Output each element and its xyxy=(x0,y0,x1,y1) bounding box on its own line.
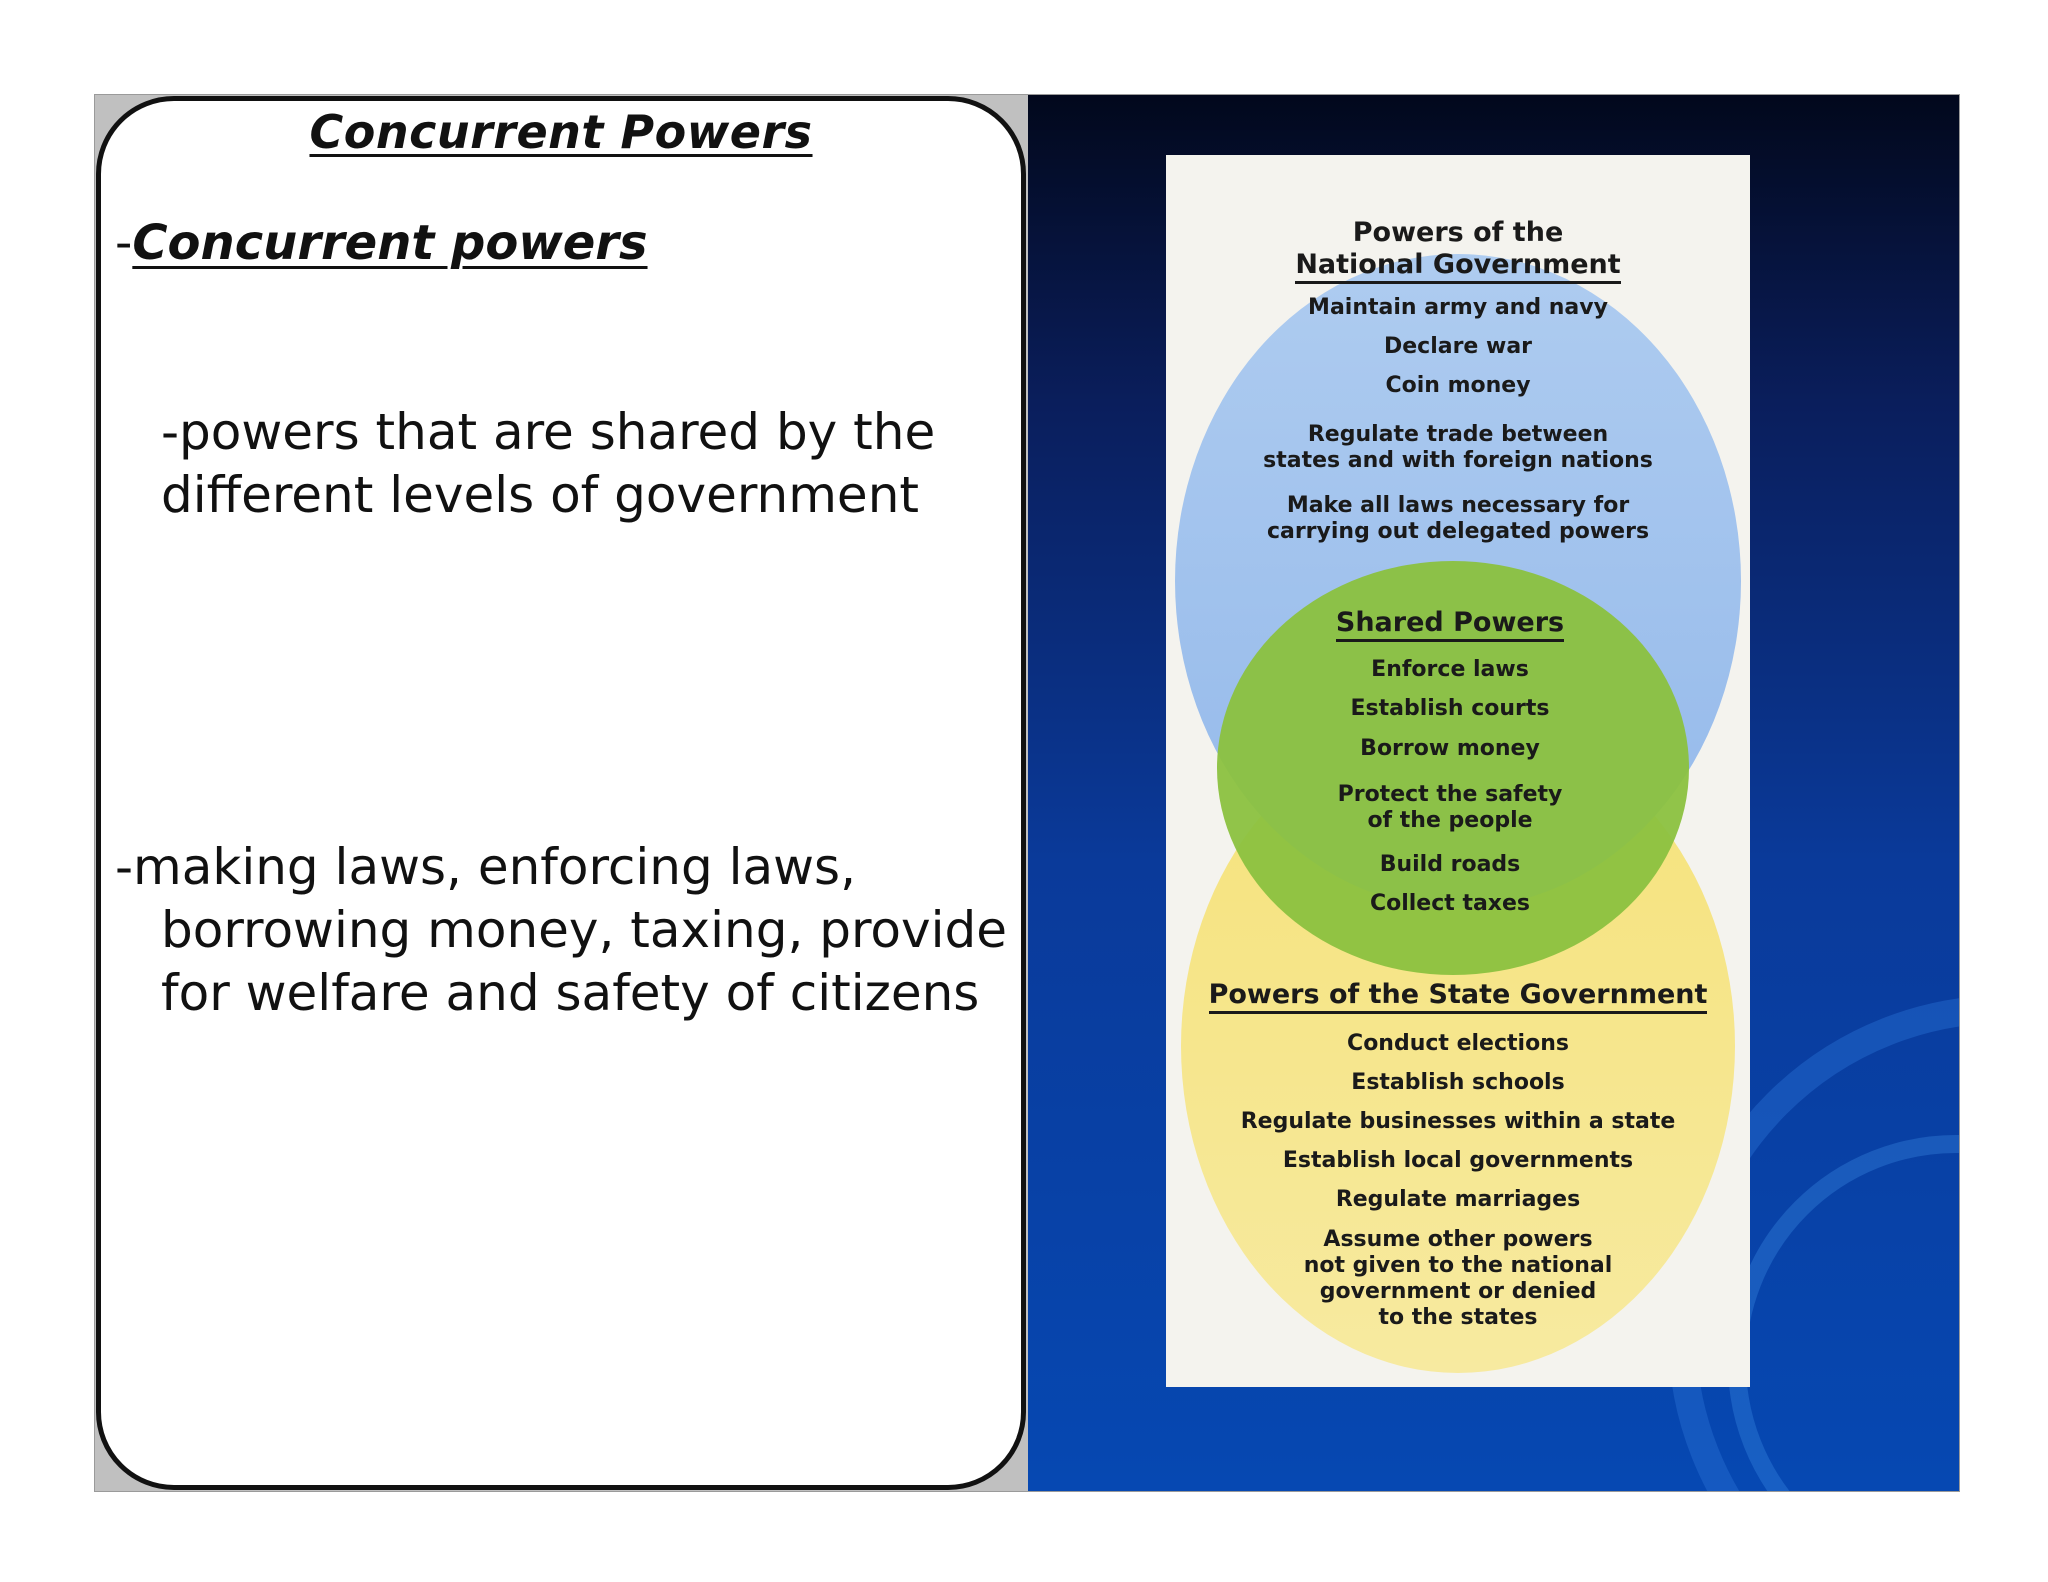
venn-diagram xyxy=(1166,155,1750,1387)
term-word: Concurrent powers xyxy=(132,215,648,271)
state-item: Establish local governments xyxy=(1282,1148,1634,1173)
examples-line: borrowing money, taxing, provide xyxy=(161,901,1007,959)
examples-line: -making laws, enforcing laws, xyxy=(115,838,856,896)
national-item: Regulate trade between xyxy=(1307,422,1609,447)
state-item: Regulate marriages xyxy=(1335,1187,1581,1212)
term-heading xyxy=(115,215,648,271)
shared-item: Enforce laws xyxy=(1371,657,1529,682)
national-item: carrying out delegated powers xyxy=(1266,519,1650,544)
examples-text xyxy=(115,836,1015,1025)
state-item: not given to the national xyxy=(1303,1253,1613,1278)
shared-heading xyxy=(1166,607,1742,639)
national-heading-line: Powers of the xyxy=(1352,217,1564,248)
national-item: Make all laws necessary for xyxy=(1286,493,1630,518)
state-heading-text: Powers of the State Government xyxy=(1209,979,1708,1014)
state-heading xyxy=(1166,979,1750,1011)
text-card xyxy=(96,96,1026,1490)
state-item: to the states xyxy=(1378,1305,1538,1330)
state-item: Regulate businesses within a state xyxy=(1240,1109,1676,1134)
slide-title: Concurrent Powers xyxy=(309,105,813,159)
state-item: Conduct elections xyxy=(1347,1031,1569,1056)
national-item: states and with foreign nations xyxy=(1263,448,1653,473)
definition-line: -powers that are shared by the xyxy=(161,403,936,461)
shared-item: Establish courts xyxy=(1350,696,1550,721)
state-item: Assume other powers xyxy=(1323,1227,1593,1252)
national-heading xyxy=(1166,249,1750,281)
shared-item: Build roads xyxy=(1379,852,1521,877)
shared-item: Borrow money xyxy=(1360,736,1540,761)
shared-item: Collect taxes xyxy=(1369,891,1531,916)
shared-heading-text: Shared Powers xyxy=(1336,607,1564,642)
national-item: Declare war xyxy=(1383,334,1533,359)
shared-item: Protect the safety xyxy=(1337,782,1563,807)
definition-line: different levels of government xyxy=(161,466,919,524)
national-item: Maintain army and navy xyxy=(1308,295,1608,320)
term-dash: - xyxy=(115,215,133,271)
shared-item: of the people xyxy=(1367,808,1533,833)
national-item: Coin money xyxy=(1385,373,1531,398)
examples-line: for welfare and safety of citizens xyxy=(161,964,980,1022)
definition-text xyxy=(161,401,981,527)
national-heading-line: National Government xyxy=(1295,249,1620,284)
state-item: Establish schools xyxy=(1351,1070,1565,1095)
state-item: government or denied xyxy=(1319,1279,1597,1304)
